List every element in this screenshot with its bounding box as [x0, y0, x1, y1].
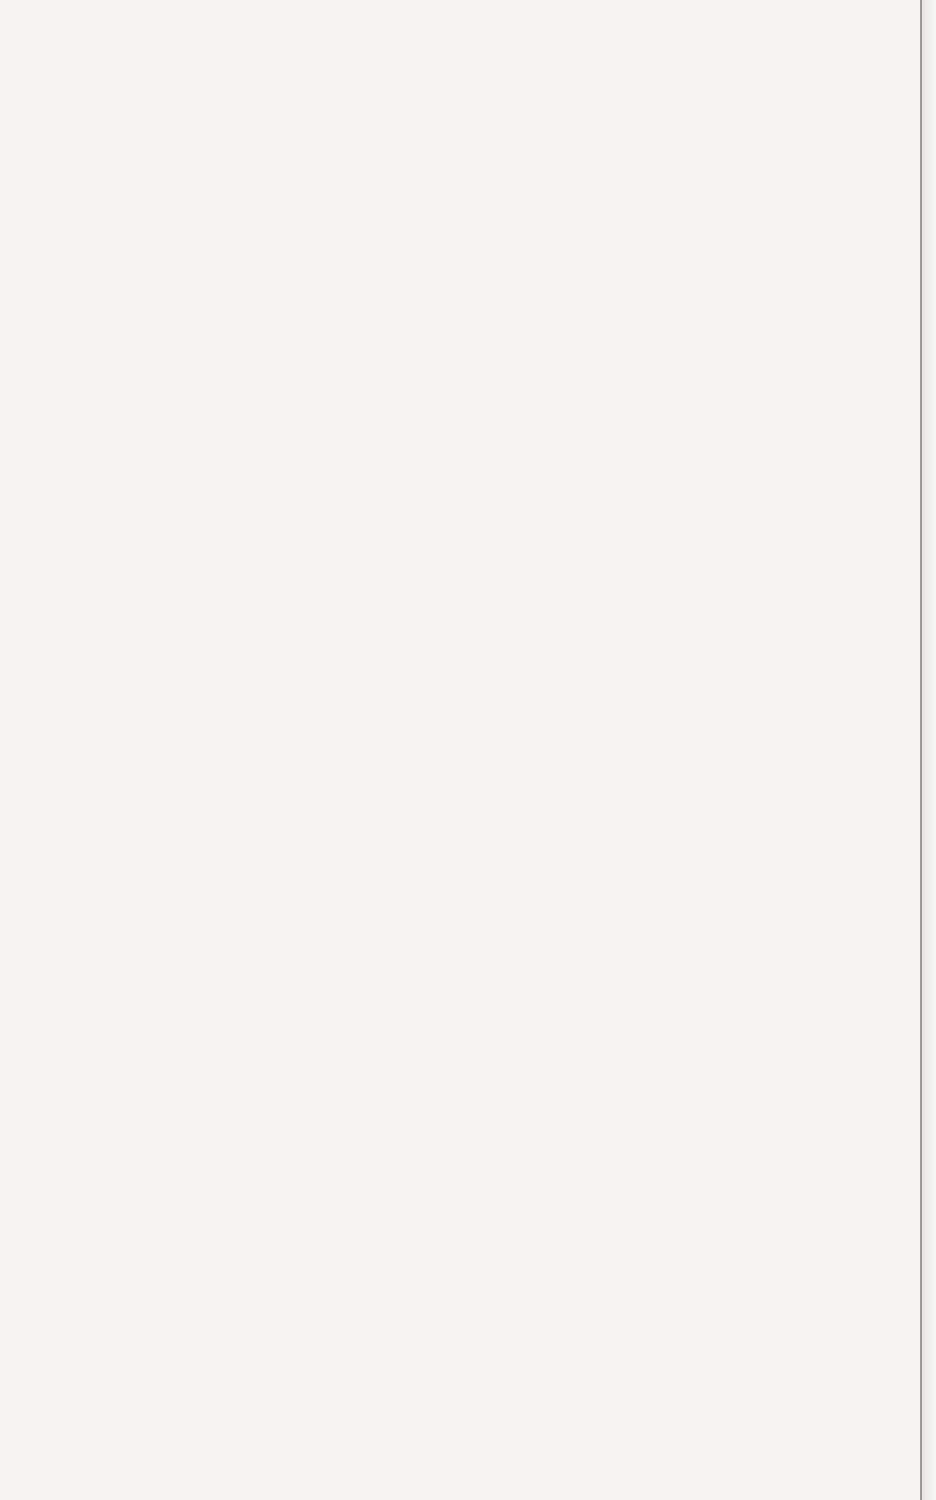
page-edge-line [920, 0, 922, 1500]
page-bleed-edge [922, 0, 936, 1500]
